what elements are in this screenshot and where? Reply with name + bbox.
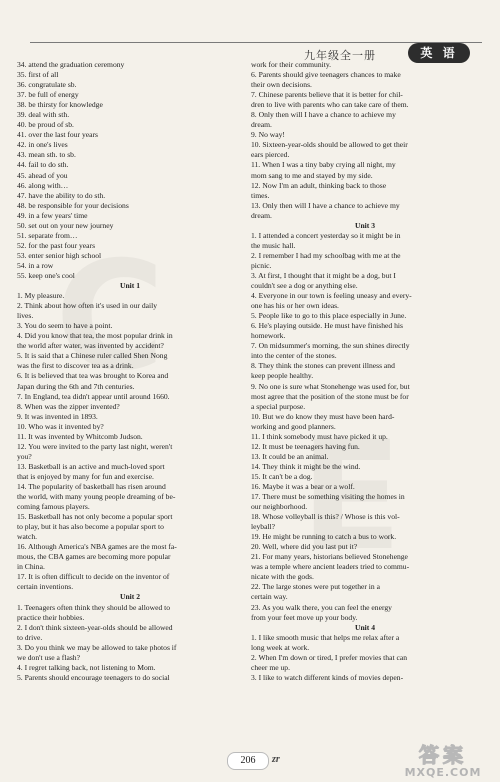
- text-line: long week at work.: [251, 642, 310, 652]
- text-line: certain inventions.: [17, 582, 74, 592]
- text-line: 11. When I was a tiny baby crying all night, my: [251, 160, 396, 170]
- text-line: dream.: [251, 210, 272, 220]
- text-line: 9. No one is sure what Stonehenge was used for, but: [251, 381, 410, 391]
- text-line: 3. At first, I thought that it might be a dog, but I: [251, 270, 396, 280]
- text-line: 34. attend the graduation ceremony: [17, 60, 125, 69]
- text-line: 43. mean sth. to sb.: [17, 150, 76, 160]
- watermark-site: MXQE.COM: [404, 766, 482, 779]
- unit-heading: Unit 2: [119, 592, 141, 602]
- text-line: 40. be proud of sb.: [17, 120, 74, 130]
- text-line: keep people healthy.: [251, 371, 314, 381]
- text-line: cheer me up.: [251, 662, 291, 672]
- page-mark: zr: [272, 754, 280, 765]
- text-line: 1. I attended a concert yesterday so it might be in: [251, 230, 401, 240]
- text-line: our neighborhood.: [251, 502, 308, 512]
- text-line: 6. It is believed that tea was brought to Korea and: [17, 371, 169, 381]
- text-line: mous, the CBA games are becoming more popular: [17, 552, 171, 562]
- text-line: 9. No way!: [251, 130, 285, 140]
- text-line: 49. in a few years' time: [17, 210, 88, 220]
- text-line: certain way.: [251, 592, 288, 602]
- text-line: a special purpose.: [251, 401, 306, 411]
- text-line: 14. The popularity of basketball has risen around: [17, 481, 166, 491]
- text-line: 9. It was invented in 1893.: [17, 411, 98, 421]
- text-line: 1. Teenagers often think they should be allowed to: [17, 602, 171, 612]
- text-line: dren to live with parents who can take care of them.: [251, 100, 409, 110]
- text-line: 23. As you walk there, you can feel the energy: [251, 602, 392, 612]
- text-line: 15. It can't be a dog.: [251, 471, 313, 481]
- text-line: 22. The large stones were put together in a: [251, 582, 380, 592]
- text-line: 42. in one's lives: [17, 140, 68, 150]
- text-line: 52. for the past four years: [17, 240, 96, 250]
- text-line: working and good planners.: [251, 421, 336, 431]
- text-line: from your feet move up your body.: [251, 612, 358, 622]
- text-line: 44. fail to do sth.: [17, 160, 69, 170]
- text-line: the world after water, was invented by accident?: [17, 341, 164, 351]
- text-line: 2. When I'm down or tired, I prefer movies that can: [251, 652, 408, 662]
- text-line: times.: [251, 190, 270, 200]
- subject-badge: 英 语: [408, 43, 470, 63]
- text-line: 7. On midsummer's morning, the sun shines directly: [251, 341, 410, 351]
- text-line: homework.: [251, 331, 286, 341]
- text-line: 17. There must be something visiting the homes in: [251, 492, 405, 502]
- text-line: 36. congratulate sb.: [17, 80, 77, 90]
- text-line: 4. Did you know that tea, the most popular drink in: [17, 331, 173, 341]
- unit-heading: Unit 1: [119, 281, 141, 291]
- page-number: 206: [227, 752, 269, 770]
- text-line: 48. be responsible for your decisions: [17, 200, 129, 210]
- header-grade: 九年级全一册: [304, 50, 376, 62]
- text-line: 46. along with…: [17, 180, 69, 190]
- text-line: nicate with the gods.: [251, 572, 314, 582]
- text-line: 13. It could be an animal.: [251, 451, 329, 461]
- text-line: lives.: [17, 311, 34, 321]
- text-line: 7. Chinese parents believe that it is better for chil-: [251, 90, 403, 100]
- text-line: 41. over the last four years: [17, 130, 98, 140]
- text-line: 20. Well, where did you last put it?: [251, 542, 358, 552]
- text-line: one has his or her own ideas.: [251, 301, 339, 311]
- text-line: 12. It must be teenagers having fun.: [251, 441, 360, 451]
- text-line: 12. You were invited to the party last night, weren't: [17, 441, 173, 451]
- text-line: 16. Although America's NBA games are the most fa-: [17, 542, 177, 552]
- unit-heading: Unit 3: [354, 220, 376, 230]
- text-line: ears pierced.: [251, 150, 290, 160]
- text-line: watch.: [17, 532, 38, 542]
- text-line: that is enjoyed by many for fun and exercise.: [17, 471, 154, 481]
- text-line: to drive.: [17, 632, 43, 642]
- text-line: 45. ahead of you: [17, 170, 68, 180]
- text-line: 15. Basketball has not only become a popular sport: [17, 512, 173, 522]
- text-line: 2. Think about how often it's used in our daily: [17, 301, 158, 311]
- text-line: 4. Everyone in our town is feeling uneasy and every-: [251, 291, 412, 301]
- watermark-logo: [388, 742, 498, 780]
- text-line: 54. in a row: [17, 260, 54, 270]
- text-line: 3. Do you think we may be allowed to take photos if: [17, 642, 177, 652]
- left-column: [17, 60, 243, 683]
- text-line: practice their hobbies.: [17, 612, 85, 622]
- text-line: 53. enter senior high school: [17, 250, 102, 260]
- text-line: the world, with many young people dreaming of be-: [17, 492, 176, 502]
- unit-heading: Unit 4: [354, 622, 376, 632]
- text-line: 8. They think the stones can prevent illness and: [251, 361, 395, 371]
- text-line: coming famous players.: [17, 502, 90, 512]
- text-line: 14. They think it might be the wind.: [251, 461, 361, 471]
- text-line: 19. He might be running to catch a bus to work.: [251, 532, 397, 542]
- svg-text:答案: 答案: [419, 743, 467, 767]
- text-line: you?: [17, 451, 32, 461]
- text-line: 10. But we do know they must have been hard-: [251, 411, 395, 421]
- text-line: 8. Only then will I have a chance to achieve my: [251, 110, 396, 120]
- text-line: 5. People like to go to this place especially in June.: [251, 311, 407, 321]
- header-rule: [30, 42, 482, 43]
- text-line: 55. keep one's cool: [17, 270, 75, 280]
- text-line: 11. I think somebody must have picked it up.: [251, 431, 388, 441]
- text-line: work for their community.: [251, 60, 332, 69]
- text-line: 3. I like to watch different kinds of movies depen-: [251, 672, 404, 682]
- text-line: their own decisions.: [251, 80, 312, 90]
- text-line: in China.: [17, 562, 45, 572]
- text-line: the music hall.: [251, 240, 296, 250]
- text-line: 37. be full of energy: [17, 90, 79, 100]
- text-line: 1. My pleasure.: [17, 291, 65, 301]
- text-line: 10. Who was it invented by?: [17, 421, 104, 431]
- text-line: 5. It is said that a Chinese ruler called Shen Nong: [17, 351, 168, 361]
- text-line: Japan during the 6th and 7th centuries.: [17, 381, 135, 391]
- text-line: 11. It was invented by Whitcomb Judson.: [17, 431, 143, 441]
- text-line: 4. I regret talking back, not listening to Mom.: [17, 662, 156, 672]
- text-line: leyball?: [251, 522, 276, 532]
- text-line: 7. In England, tea didn't appear until around 1660.: [17, 391, 170, 401]
- text-line: into the center of the stones.: [251, 351, 337, 361]
- text-line: 21. For many years, historians believed Stonehenge: [251, 552, 408, 562]
- text-line: 6. Parents should give teenagers chances to make: [251, 70, 401, 80]
- text-line: 6. He's playing outside. He must have finished his: [251, 321, 403, 331]
- right-column: [251, 60, 479, 683]
- text-line: 39. deal with sth.: [17, 110, 70, 120]
- text-line: 5. Parents should encourage teenagers to do social: [17, 672, 170, 682]
- text-line: 17. It is often difficult to decide on the inventor of: [17, 572, 170, 582]
- text-line: couldn't see a dog or anything else.: [251, 281, 358, 291]
- text-line: dream.: [251, 120, 272, 130]
- text-line: 8. When was the zipper invented?: [17, 401, 120, 411]
- text-line: 38. be thirsty for knowledge: [17, 100, 103, 110]
- text-line: to play, but it has also become a popular sport to: [17, 522, 164, 532]
- page-header: [0, 22, 500, 62]
- text-line: 50. set out on your new journey: [17, 220, 114, 230]
- text-line: we don't use a flash?: [17, 652, 80, 662]
- text-line: 12. Now I'm an adult, thinking back to those: [251, 180, 387, 190]
- text-line: 13. Only then will I have a chance to achieve my: [251, 200, 400, 210]
- text-line: picnic.: [251, 260, 272, 270]
- text-line: 2. I don't think sixteen-year-olds should be allowed: [17, 622, 173, 632]
- text-line: 16. Maybe it was a bear or a wolf.: [251, 481, 355, 491]
- text-line: was a temple where ancient leaders tried to commu-: [251, 562, 410, 572]
- text-line: mom sang to me and stayed by my side.: [251, 170, 373, 180]
- text-line: 18. Whose volleyball is this? / Whose is this vol-: [251, 512, 400, 522]
- text-line: 47. have the ability to do sth.: [17, 190, 106, 200]
- text-line: 3. You do seem to have a point.: [17, 321, 113, 331]
- text-line: 1. I like smooth music that helps me relax after a: [251, 632, 400, 642]
- text-line: most agree that the position of the stone must be for: [251, 391, 409, 401]
- text-line: was the first to discover tea as a drink.: [17, 361, 134, 371]
- text-line: 35. first of all: [17, 70, 59, 80]
- text-line: 51. separate from…: [17, 230, 78, 240]
- text-line: 13. Basketball is an active and much-loved sport: [17, 461, 165, 471]
- text-line: 2. I remember I had my schoolbag with me at the: [251, 250, 401, 260]
- text-line: 10. Sixteen-year-olds should be allowed to get their: [251, 140, 408, 150]
